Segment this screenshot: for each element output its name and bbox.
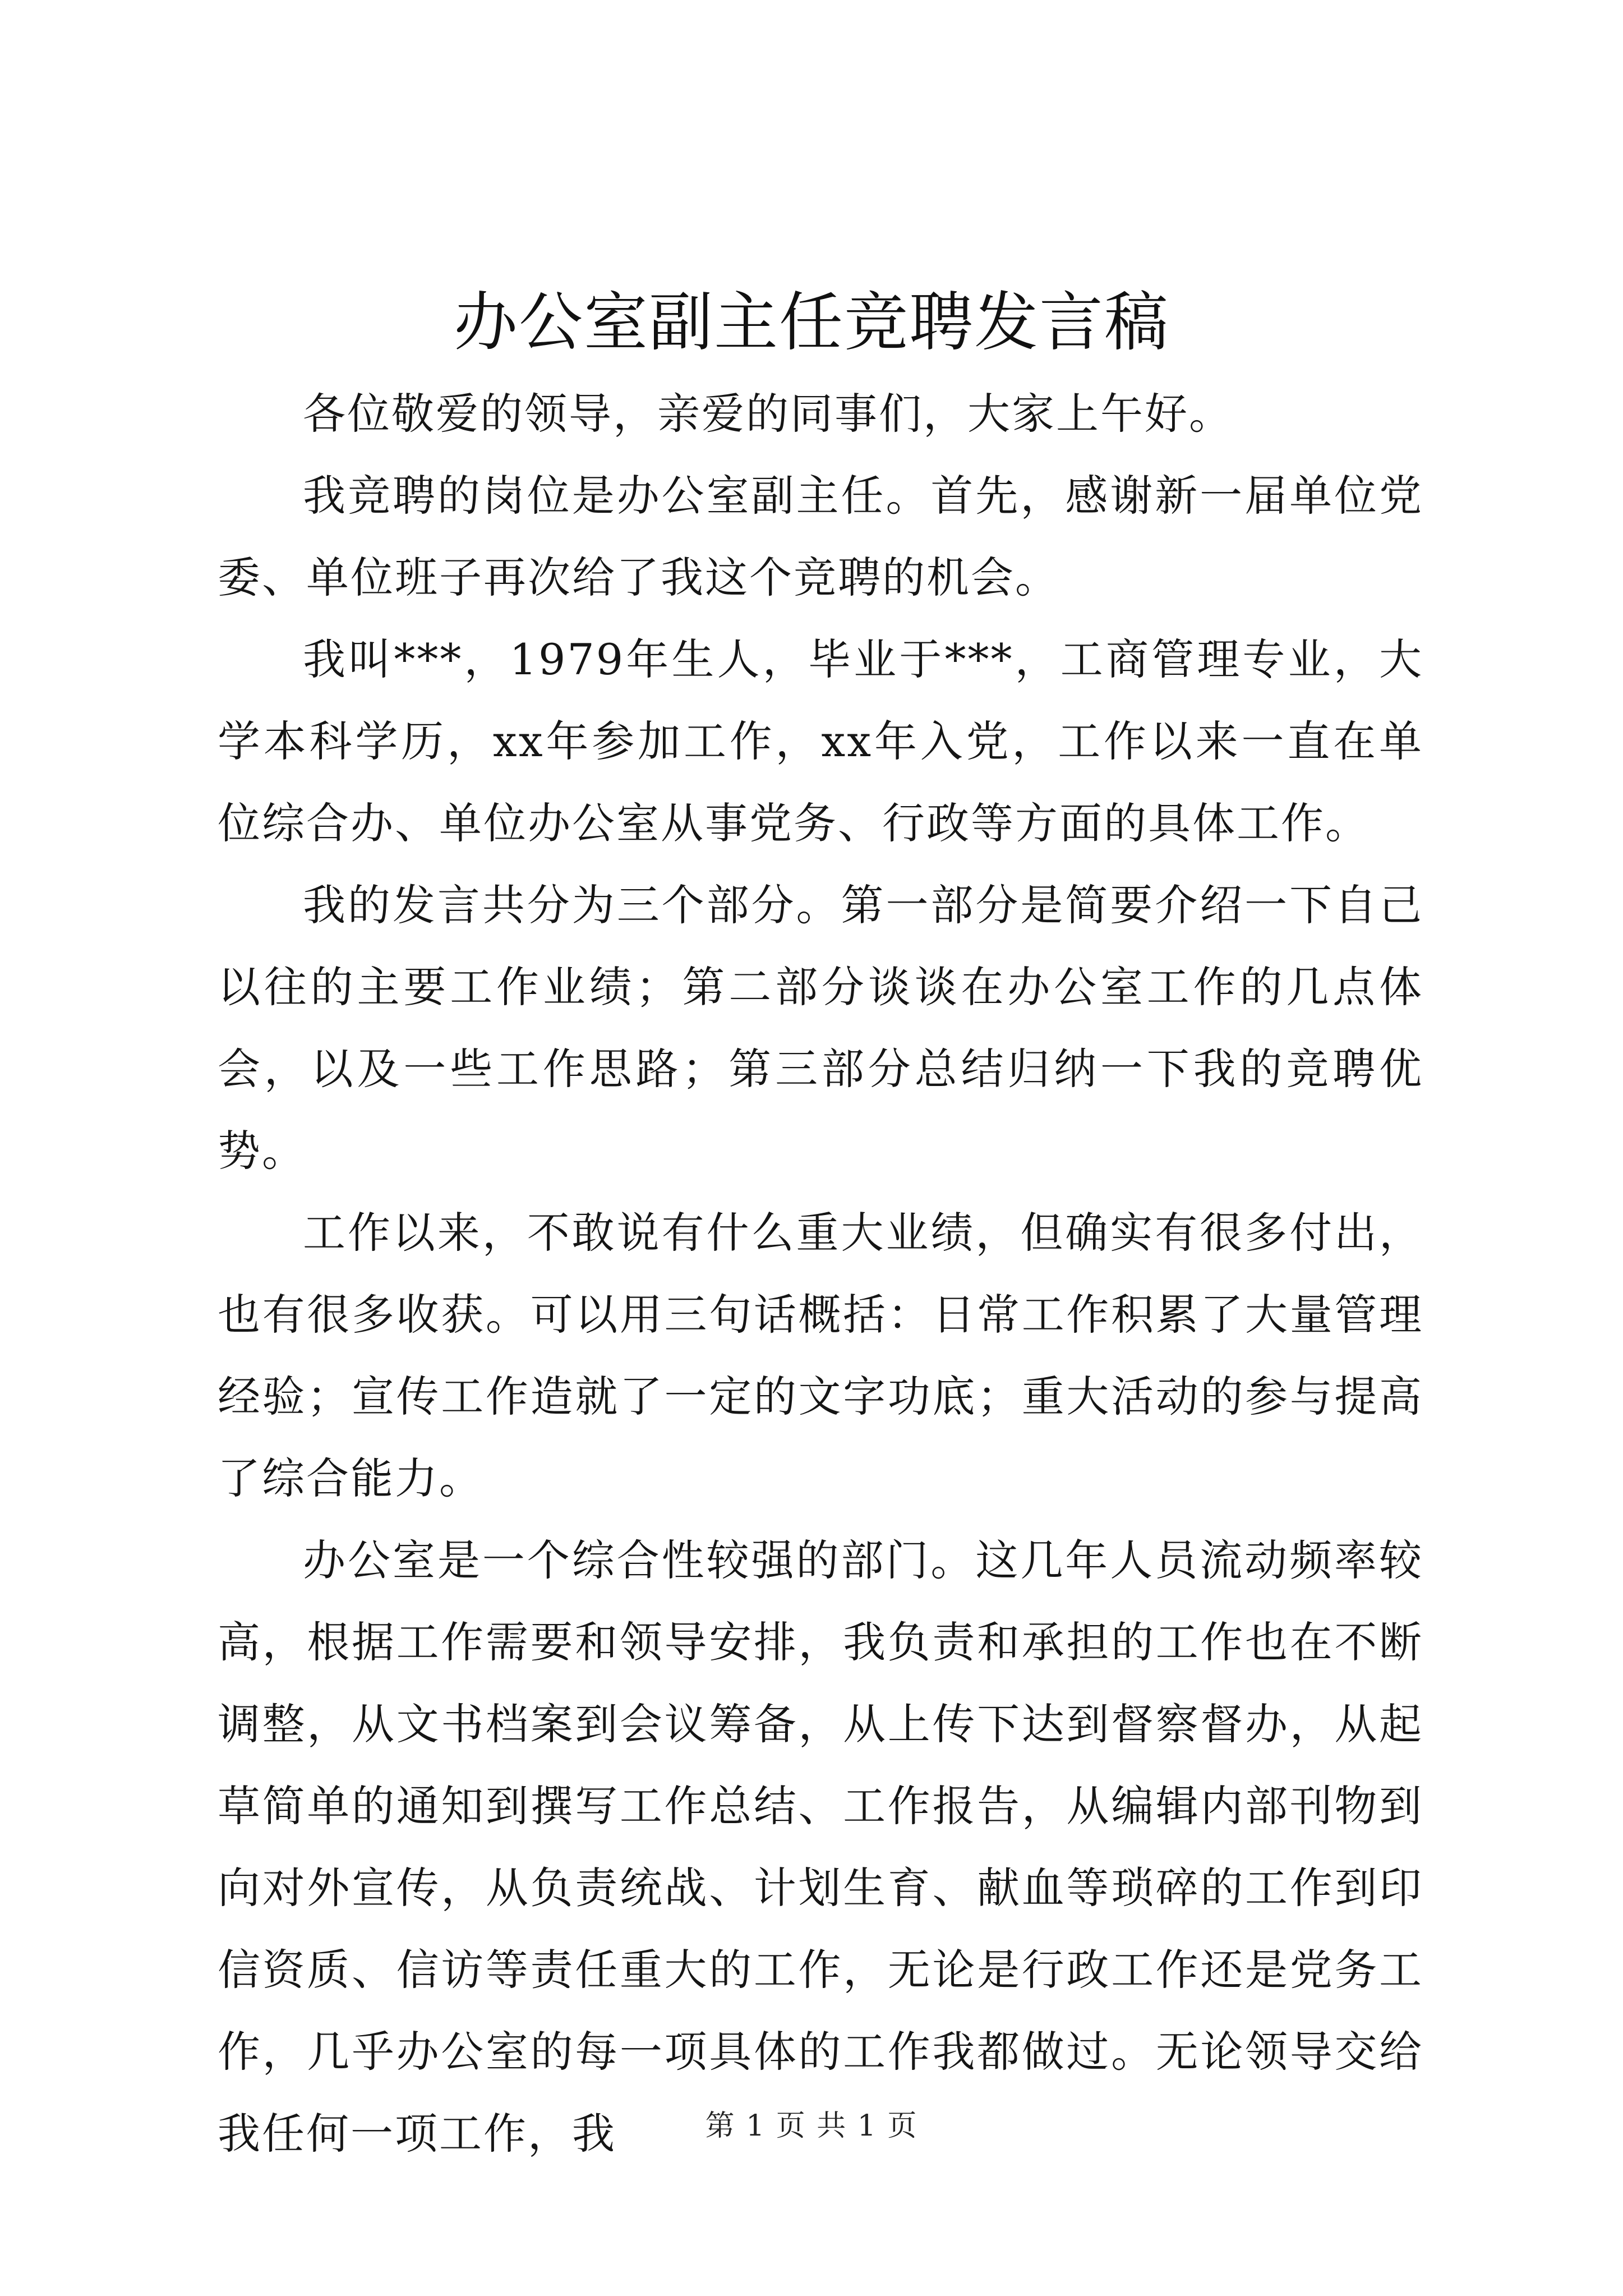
paragraph-position: 我竞聘的岗位是办公室副主任。首先，感谢新一届单位党委、单位班子再次给了我这个竞聘的机会。	[218, 471, 1423, 602]
paragraph-office-work: 办公室是一个综合性较强的部门。这几年人员流动频率较高，根据工作需要和领导安排，我负责和承担的工作也在不断调整，从文书档案到会议筹备，从上传下达到督察督办，从起草简单的通知到撰写工作总结、工作报告，从编辑内部刊物到向对外宣传，从负责统战、计划生育、献血等琐碎的工作到印信资质、信访等责任重大的工作，无论是行政工作还是党务工作，几乎办公室的每一项具体的工作我都做过。无论领导交给我任何一项工作，我	[218, 1535, 1423, 2159]
paragraph-greeting: 各位敬爱的领导，亲爱的同事们，大家上午好。	[303, 389, 1233, 439]
document-body	[218, 373, 1423, 2175]
paragraph-introduction: 我叫***，1979年生人，毕业于***，工商管理专业，大学本科学历，xx年参加工作，xx年入党，工作以来一直在单位综合办、单位办公室从事党务、行政等方面的具体工作。	[218, 634, 1423, 848]
paragraph-achievements: 工作以来，不敢说有什么重大业绩，但确实有很多付出，也有很多收获。可以用三句话概括：日常工作积累了大量管理经验；宣传工作造就了一定的文字功底；重大活动的参与提高了综合能力。	[218, 1208, 1423, 1503]
paragraph-outline: 我的发言共分为三个部分。第一部分是简要介绍一下自己以往的主要工作业绩；第二部分谈谈在办公室工作的几点体会，以及一些工作思路；第三部分总结归纳一下我的竞聘优势。	[218, 880, 1423, 1176]
page-footer: 第 1 页 共 1 页	[705, 2109, 918, 2143]
document-title: 办公室副主任竞聘发言稿	[453, 285, 1169, 360]
